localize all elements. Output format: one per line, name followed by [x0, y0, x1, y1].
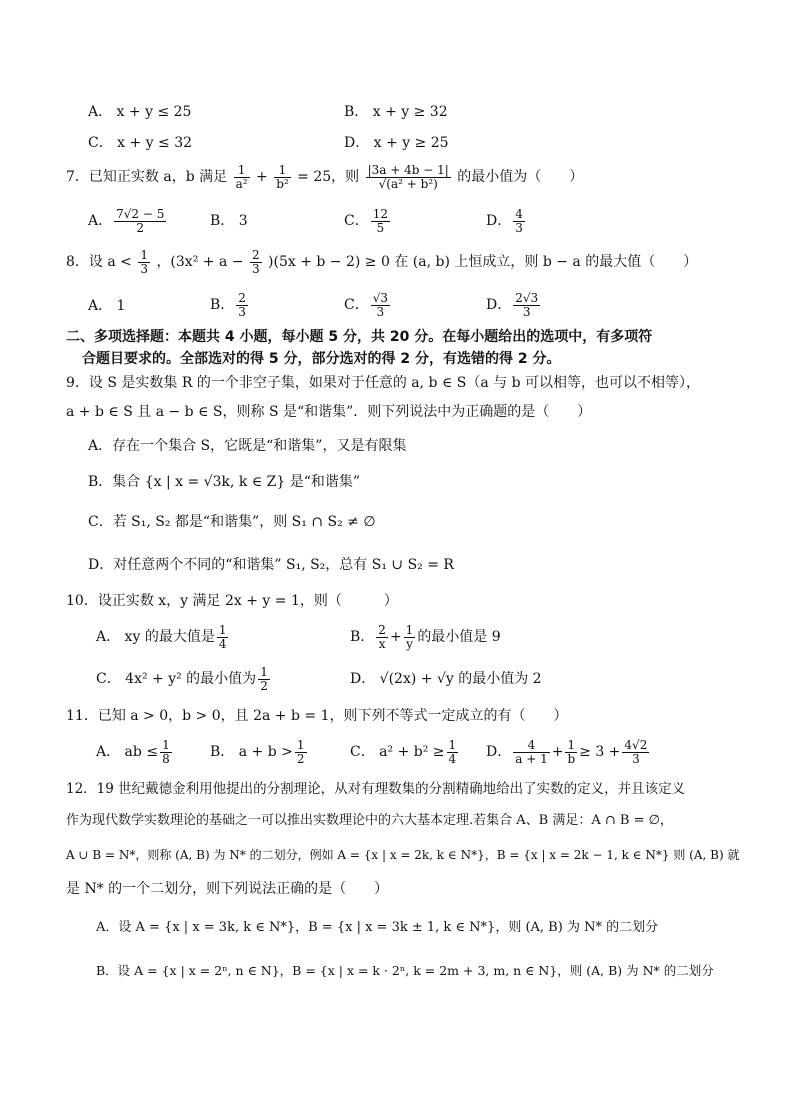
q8-option-a: A． 1 — [88, 298, 126, 314]
q7-frac3: $\frac{|3a + 4b - 1|}{\text{√(a² + b²)}}$ — [367, 162, 449, 191]
q11-option-d: D． $\frac{4}{a + 1}$ + $\frac{1}{b}$ ≥ 3 + $\frac{4√2}{3}$ — [486, 737, 648, 766]
q8-option-c: C． $\frac{√3}{3}$ — [344, 290, 388, 319]
q6-option-a: A． x + y ≤ 25 — [88, 104, 192, 120]
q6-option-b: B． x + y ≥ 32 — [344, 104, 448, 120]
q7-option-b: B． 3 — [210, 213, 248, 229]
q7-frac2: $\frac{1}{\text{b²}}$ — [276, 162, 289, 191]
q11-option-c: C． a² + b² ≥ $\frac{1}{4}$ — [350, 737, 457, 766]
q11-option-b: B． a + b > $\frac{1}{2}$ — [210, 737, 305, 766]
section2-heading-line2: 合题目要求的。全部选对的得 5 分，部分选对的得 2 分，有选错的得 2 分。 — [82, 351, 561, 367]
q12-stem-line1: 12．19 世纪戴德金利用他提出的分割理论，从对有理数集的分割精确地给出了实数的定义，并且该定义 — [66, 781, 686, 797]
q7-stem: 7．已知正实数 a，b 满足 $\frac{1}{\text{a²}}$ + $\frac{1}{\text{b²}}$ = 25，则 $\frac{|3a + 4b - 1|}{\text{√(a² + b²)}}$ 的最小值为（ ） — [66, 162, 584, 191]
q11-option-a: A． ab ≤ $\frac{1}{8}$ — [96, 737, 170, 766]
q9-stem-line1: 9．设 S 是实数集 R 的一个非空子集，如果对于任意的 a, b ∈ S（a 与 b 可以相等，也可以不相等）， — [66, 375, 701, 391]
q9-stem-line2: a + b ∈ S 且 a − b ∈ S，则称 S 是“和谐集”．则下列说法中为正确题的是（ ） — [66, 404, 592, 420]
q7-frac1: $\frac{1}{\text{a²}}$ — [235, 162, 248, 191]
q12-stem-line2: 作为现代数学实数理论的基础之一可以推出实数理论中的六大基本定理.若集合 A、B 满足：A ∩ B = ∅， — [66, 813, 673, 828]
q6-option-d: D． x + y ≥ 25 — [344, 135, 449, 151]
q6-option-c: C． x + y ≤ 32 — [88, 135, 193, 151]
q7-option-c: C． $\frac{12}{5}$ — [344, 206, 388, 235]
q12-stem-line3: A ∪ B = N*，则称 (A, B) 为 N* 的二划分，例如 A = {x | x = 2k, k ∈ N*}，B = {x | x = 2k − 1, k ∈ N*} 则 (A, B) 就 — [66, 848, 740, 862]
q7-option-d: D． $\frac{4}{3}$ — [486, 206, 523, 235]
q8-option-b: B． $\frac{2}{3}$ — [210, 290, 246, 319]
q8-option-d: D． $\frac{2√3}{3}$ — [486, 290, 539, 319]
q9-option-a: A．存在一个集合 S，它既是“和谐集”，又是有限集 — [88, 438, 407, 454]
section2-heading-line1: 二、多项选择题：本题共 4 小题，每小题 5 分，共 20 分。在每小题给出的选项中，有多项符 — [66, 329, 653, 345]
q8-stem: 8．设 a < $\frac{1}{3}$ ，(3x² + a − $\frac{2}{3}$ )(5x + b − 2) ≥ 0 在 (a, b) 上恒成立，则 b − a 的最大值（ ） — [66, 247, 698, 276]
q12-option-b: B．设 A = {x | x = 2ⁿ, n ∈ N}，B = {x | x = k · 2ⁿ, k = 2m + 3, m, n ∈ N}，则 (A, B) 为 N* 的二划分 — [96, 963, 714, 978]
q7-option-a: A． $\frac{7√2 - 5}{2}$ — [88, 206, 165, 235]
q10-option-c: C． 4x² + y² 的最小值为 $\frac{1}{2}$ — [96, 664, 268, 693]
q9-option-b: B．集合 {x | x = √3k, k ∈ Z} 是“和谐集” — [88, 474, 361, 490]
q9-option-d: D．对任意两个不同的“和谐集” S₁, S₂，总有 S₁ ∪ S₂ = R — [88, 557, 454, 573]
q9-option-c: C．若 S₁, S₂ 都是“和谐集”，则 S₁ ∩ S₂ ≠ ∅ — [88, 514, 376, 530]
q10-option-d: D． √(2x) + √y 的最小值为 2 — [350, 671, 542, 687]
q10-stem: 10．设正实数 x，y 满足 2x + y = 1，则（ ） — [66, 593, 398, 609]
q12-option-a: A．设 A = {x | x = 3k, k ∈ N*}，B = {x | x = 3k ± 1, k ∈ N*}，则 (A, B) 为 N* 的二划分 — [96, 920, 659, 935]
q10-option-b: B． $\frac{2}{x}$ + $\frac{1}{y}$ 的最小值是 9 — [350, 622, 501, 651]
q11-stem: 11．已知 a > 0，b > 0，且 2a + b = 1，则下列不等式一定成立的有（ ） — [66, 708, 568, 724]
q10-option-a: A． xy 的最大值是 $\frac{1}{4}$ — [96, 622, 227, 651]
q12-stem-line4: 是 N* 的一个二划分，则下列说法正确的是（ ） — [66, 881, 389, 897]
